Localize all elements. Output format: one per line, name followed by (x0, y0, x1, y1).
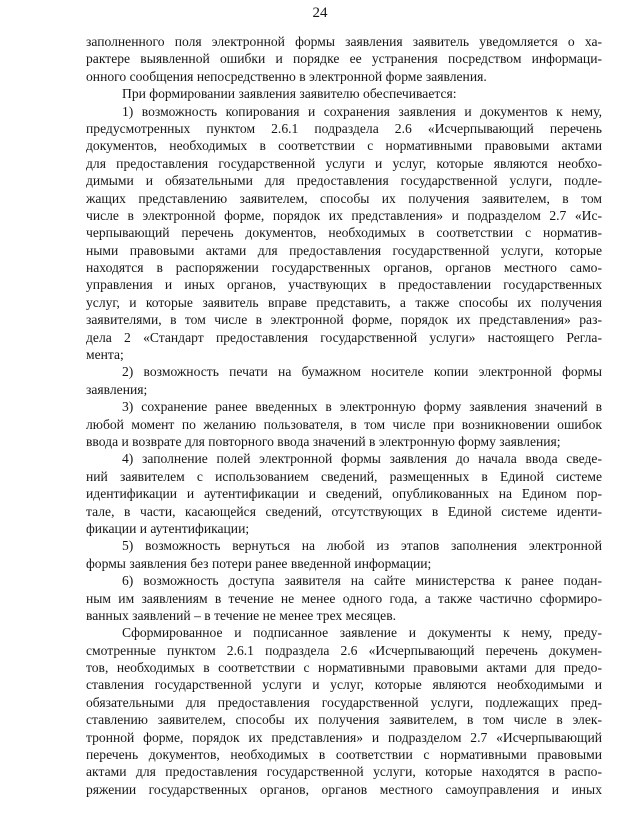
text-line: любой момент по желанию пользователя, в том числе при возникновении ошибок (86, 416, 602, 432)
text-line: предусмотренных пунктом 2.6.1 подраздела 2.6 «Исчерпывающий перечень (86, 120, 602, 136)
text-line: актами для предоставления государственной услуги, которые находятся в распо- (86, 764, 602, 780)
text-line: ными правовыми актами для предоставления государственной услуги, которые (86, 242, 602, 258)
text-line: 1) возможность копирования и сохранения заявления и документов к нему, (122, 103, 602, 119)
text-line: обязательными для предоставления государственной услуги, подлежащих пред- (86, 694, 602, 710)
text-line: заявления; (86, 381, 148, 397)
text-line: 4) заполнение полей электронной формы заявления до начала ввода сведе- (122, 451, 602, 467)
text-line: рактере выявленной ошибки и порядке ее устранения посредством информаци- (86, 51, 602, 67)
page-number: 24 (312, 5, 328, 21)
text-line: заявителями, в том числе в электронной форме, порядок их представления» раз- (86, 312, 602, 328)
text-line: документов, необходимых в соответствии с нормативными правовыми актами (86, 138, 602, 154)
body-text (86, 33, 602, 798)
text-line: онного сообщения непосредственно в электронной форме заявления. (86, 68, 487, 84)
text-line: находятся в распоряжении государственных органов, органов местного само- (86, 260, 602, 276)
text-line: дела 2 «Стандарт предоставления государственной услуги» настоящего Регла- (86, 329, 602, 345)
text-line: 3) сохранение ранее введенных в электронную форму заявления значений в (122, 399, 602, 415)
text-line: числе в электронной форме, порядок их представления» и подразделом 2.7 «Ис- (86, 207, 602, 223)
text-line: для предоставления государственной услуги и услуг, которые являются необхо- (86, 155, 602, 171)
text-line: смотренные пунктом 2.6.1 подраздела 2.6 «Исчерпывающий перечень докумен- (86, 642, 602, 658)
text-line: ставления государственной услуги и услуг, которые являются необходимыми и (86, 677, 602, 693)
text-line: тронной форме, порядок их представления» и подразделом 2.7 «Исчерпывающий (86, 729, 602, 745)
text-line: 2) возможность печати на бумажном носителе копии электронной формы (122, 364, 602, 380)
text-line: 5) возможность вернуться на любой из этапов заполнения электронной (122, 538, 602, 554)
text-line: При формировании заявления заявителю обеспечивается: (122, 86, 457, 102)
text-line: формы заявления без потери ранее введенной информации; (86, 555, 432, 571)
text-line: ванных заявлений – в течение не менее трех месяцев. (86, 607, 397, 623)
text-line: управления и иных органов, участвующих в предоставлении государственных (86, 277, 602, 293)
text-line: услуг, и которые заявитель вправе представить, а также способы их получения (86, 294, 602, 310)
text-line: черпывающий перечень документов, необходимых в соответствии с норматив- (86, 225, 602, 241)
text-line: тале, в части, касающейся сведений, отсутствующих в Единой системе иденти- (86, 503, 602, 519)
text-line: заполненного поля электронной формы заявления заявитель уведомляется о ха- (86, 34, 602, 49)
text-line: ний заявителем с использованием сведений, размещенных в Единой системе (86, 468, 602, 484)
text-line: идентификации и аутентификации и сведений, опубликованных на Едином пор- (86, 486, 602, 502)
text-line: ряжении государственных органов, органов местного самоуправления и иных (86, 781, 602, 797)
text-line: димыми и обязательными для предоставления государственной услуги, подле- (86, 173, 602, 189)
text-line: перечень документов, необходимых в соответствии с нормативными правовыми (86, 747, 602, 763)
text-line: ставлению заявителем, способы их получения заявителем, в том числе в элек- (86, 712, 602, 728)
text-line: Сформированное и подписанное заявление и документы к нему, преду- (122, 625, 602, 641)
text-line: фикации и аутентификации; (86, 520, 250, 536)
text-line: мента; (86, 347, 124, 363)
text-line: жащих представлению заявителем, способы их получения заявителем, в том (86, 190, 602, 206)
text-line: ввода и возврате для повторного ввода значений в электронную форму заявления; (86, 433, 561, 449)
text-line: тов, необходимых в соответствии с нормативными правовыми актами для предо- (86, 660, 602, 676)
text-line: ным им заявлениям в течение не менее одного года, а также частично сформиро- (86, 590, 602, 606)
text-line: 6) возможность доступа заявителя на сайте министерства к ранее подан- (122, 573, 602, 589)
